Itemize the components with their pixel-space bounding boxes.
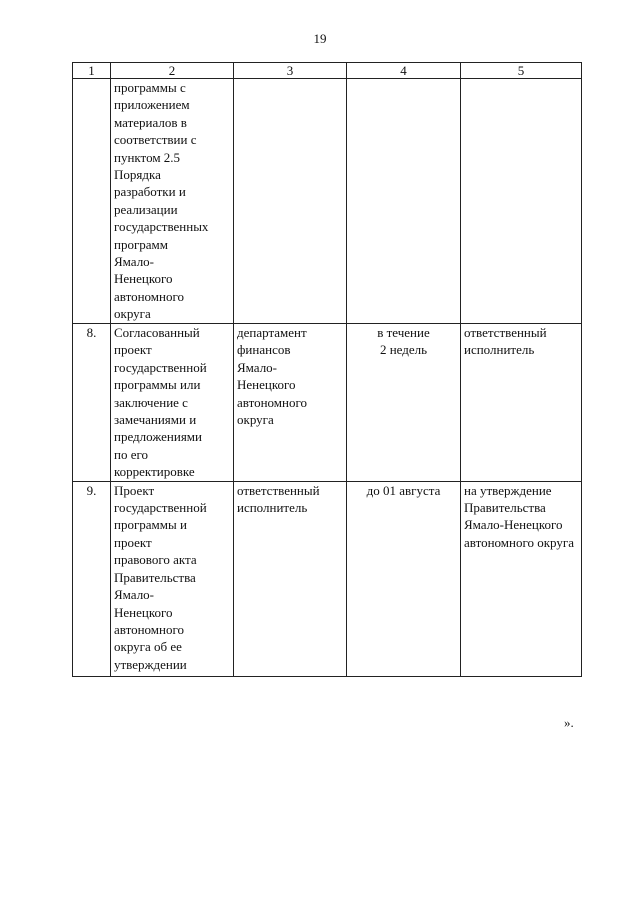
responsible-party-cell: [234, 481, 347, 676]
cell-text-line: государственной: [114, 500, 207, 516]
cell-text-line: Ненецкого: [237, 377, 296, 393]
row-number-cell: [73, 79, 111, 324]
cell-text-line: проект: [114, 342, 152, 358]
cell-text-line: Проект: [114, 482, 155, 498]
cell-text-line: Ненецкого: [114, 271, 173, 287]
cell-text-line: заключение с: [114, 394, 188, 410]
cell-text-line: предложениями: [114, 429, 202, 445]
cell-text-line: Правительства: [114, 569, 196, 585]
cell-text-line: правового акта: [114, 552, 197, 568]
cell-text-line: Ямало-: [114, 587, 155, 603]
cell-text-line: до 01 августа: [366, 482, 441, 498]
cell-text-line: округа: [237, 412, 274, 428]
cell-text-line: государственных: [114, 219, 209, 235]
cell-text-line: корректировке: [114, 464, 195, 480]
cell-text-line: в течение: [377, 325, 430, 340]
cell-text-line: финансов: [237, 342, 291, 358]
column-header-2: 2: [111, 63, 234, 79]
closing-quote-mark: ».: [564, 715, 574, 730]
cell-text-line: Ямало-: [114, 254, 155, 270]
procedure-table: [72, 62, 582, 677]
cell-text-line: замечаниями и: [114, 412, 197, 428]
cell-text-line: государственной: [114, 359, 207, 375]
cell-text-line: ответственный: [464, 325, 547, 340]
cell-text-line: Согласованный: [114, 325, 200, 340]
cell-text-line: разработки и: [114, 184, 186, 200]
destination-cell: [461, 79, 582, 324]
cell-text-line: округа: [114, 306, 151, 322]
cell-text-line: исполнитель: [464, 342, 535, 358]
cell-text-line: Ненецкого: [114, 604, 173, 620]
cell-text-line: программы или: [114, 377, 201, 393]
cell-text-line: проект: [114, 534, 152, 550]
table-row: [73, 324, 582, 482]
cell-text-line: ответственный: [237, 482, 320, 498]
cell-text-line: реализации: [114, 201, 178, 217]
table-row: [73, 481, 582, 676]
cell-text-line: автономного: [114, 288, 184, 304]
cell-text-line: программы с: [114, 80, 186, 95]
row-number-cell: 9.: [73, 481, 111, 676]
cell-text-line: по его: [114, 446, 148, 462]
deadline-cell: [347, 79, 461, 324]
cell-text-line: Правительства: [464, 500, 546, 516]
table-header-row: [73, 63, 582, 79]
cell-text-line: материалов в: [114, 114, 187, 130]
cell-text-line: Ямало-Ненецкого: [464, 517, 563, 533]
cell-text-line: соответствии с: [114, 132, 197, 148]
table-row: [73, 79, 582, 324]
cell-text-line: утверждении: [114, 656, 187, 672]
responsible-party-cell: [234, 79, 347, 324]
cell-text-line: на утверждение: [464, 482, 552, 498]
cell-text-line: исполнитель: [237, 500, 308, 516]
deadline-cell: [347, 324, 461, 482]
cell-text-line: программы и: [114, 517, 187, 533]
cell-text-line: автономного: [237, 394, 307, 410]
cell-text-line: округа об ее: [114, 639, 182, 655]
column-header-4: 4: [347, 63, 461, 79]
cell-text-line: программ: [114, 236, 169, 252]
page-number: 19: [313, 31, 327, 46]
cell-text-line: департамент: [237, 325, 307, 340]
cell-text-line: пунктом 2.5: [114, 149, 181, 165]
cell-text-line: Ямало-: [237, 359, 278, 375]
cell-text-line: Порядка: [114, 167, 161, 183]
cell-text-line: 2 недель: [379, 342, 428, 358]
destination-cell: [461, 324, 582, 482]
result-description-cell: [111, 481, 234, 676]
destination-cell: [461, 481, 582, 676]
cell-text-line: автономного округа: [464, 534, 574, 550]
result-description-cell: [111, 324, 234, 482]
row-number-cell: 8.: [73, 324, 111, 482]
deadline-cell: [347, 481, 461, 676]
cell-text-line: приложением: [114, 97, 190, 113]
cell-text-line: автономного: [114, 621, 184, 637]
table-body: [73, 79, 582, 677]
column-header-1: 1: [73, 63, 111, 79]
result-description-cell: [111, 79, 234, 324]
column-header-3: 3: [234, 63, 347, 79]
responsible-party-cell: [234, 324, 347, 482]
column-header-5: 5: [461, 63, 582, 79]
